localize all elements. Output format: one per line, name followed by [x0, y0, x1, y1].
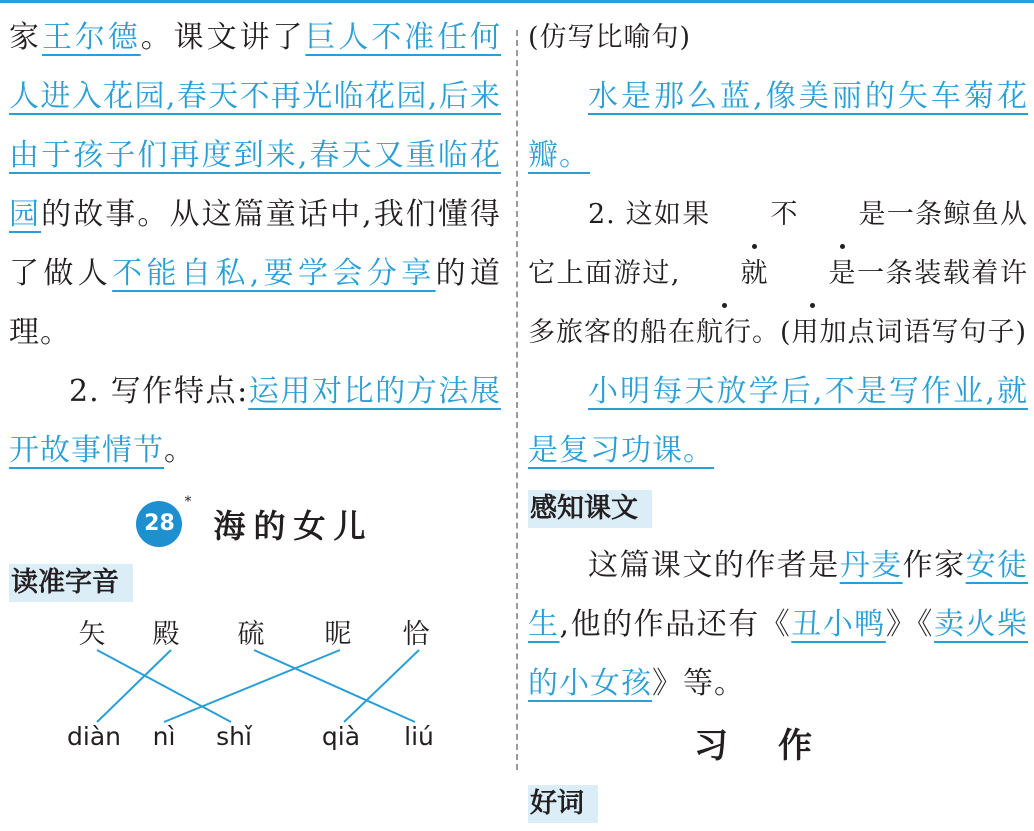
text: ,他的作品还有《: [559, 607, 792, 642]
text: 这篇课文的作者是: [588, 548, 840, 583]
question-2: [528, 185, 1028, 362]
dotted-char-shi: 是: [799, 185, 887, 244]
text: 2. 这如果: [588, 199, 711, 230]
answer-author-name: 安徒生: [528, 548, 1029, 642]
lesson-title: [9, 494, 501, 550]
paragraph-writing-feature: [9, 362, 501, 480]
text: 一条装载着许多旅客的船在航行。: [528, 258, 1028, 348]
answer-lesson: 不能自私,要学会分享: [112, 256, 436, 291]
match-line-shi: [97, 650, 231, 722]
char-ni: 昵: [324, 619, 352, 650]
lesson-name: 海的女儿: [213, 506, 374, 545]
text: 2. 写作特点:: [69, 374, 249, 409]
text: 》《: [885, 607, 934, 642]
answer-work-1: 丑小鸭: [791, 607, 886, 642]
instruction-simile: (仿写比喻句): [528, 22, 692, 53]
paragraph-summary: [9, 8, 501, 362]
match-line-ni: [164, 650, 340, 722]
text: 一条鲸鱼从它上面游过,: [528, 199, 1029, 289]
lesson-star: *: [184, 494, 192, 510]
answer-q2-paragraph: [528, 362, 1028, 480]
answer-country: 丹麦: [839, 548, 903, 583]
answer-feature: 运用对比的方法展开故事情节: [9, 374, 501, 468]
answer-q2: 小明每天放学后,不是写作业,就是复习功课。: [528, 374, 1028, 468]
right-column: [528, 8, 1028, 831]
section-read-pronunciation: 读准字音: [9, 564, 133, 602]
lesson-number-badge: 28: [136, 501, 182, 547]
section-good-words: 好词: [528, 785, 598, 823]
answer-author: 王尔德: [41, 20, 141, 55]
text: 家: [9, 20, 42, 55]
answer-simile: 水是那么蓝,像美丽的矢车菊花瓣。: [528, 79, 1028, 173]
pinyin-ni: nì: [152, 722, 176, 751]
char-liu: 硫: [237, 619, 265, 650]
pinyin-liu: liú: [404, 722, 434, 751]
instruction-text: (用加点词语写句子): [780, 317, 1028, 348]
dotted-char-bu: 不: [711, 185, 799, 244]
pinyin-dian: diàn: [67, 722, 121, 751]
text: 。课文讲了: [140, 20, 306, 55]
dotted-char-jiu: 就: [681, 244, 769, 303]
answer-simile-paragraph: [528, 67, 1028, 185]
dotted-char-shi-2: 是: [769, 244, 857, 303]
text: 》等。: [652, 666, 745, 701]
pinyin-qia: qià: [321, 722, 361, 751]
matching-exercise: [9, 610, 501, 760]
text: 作家: [902, 548, 966, 583]
left-column: [9, 8, 501, 760]
match-line-qia: [344, 650, 419, 722]
text: 的故事。从这篇童话中,我们懂得了做人: [9, 197, 502, 291]
text: 。: [164, 433, 195, 468]
match-line-dian: [97, 650, 171, 722]
answer-work-2: 卖火柴的小女孩: [528, 607, 1029, 701]
top-rule: [0, 0, 1034, 3]
char-dian: 殿: [152, 619, 180, 650]
section-perceive-text: 感知课文: [528, 490, 652, 528]
paragraph-author: [528, 536, 1028, 713]
pinyin-shi: shǐ: [216, 722, 252, 751]
char-shi: 矢: [78, 619, 106, 650]
char-qia: 恰: [402, 619, 430, 650]
section-composition: 习作: [694, 726, 862, 766]
match-line-liu: [254, 650, 415, 722]
column-divider: [516, 30, 518, 770]
answer-plot: 巨人不准任何人进入花园,春天不再光临花园,后来由于孩子们再度到来,春天又重临花园: [9, 20, 502, 232]
text: 的道理。: [9, 256, 501, 350]
